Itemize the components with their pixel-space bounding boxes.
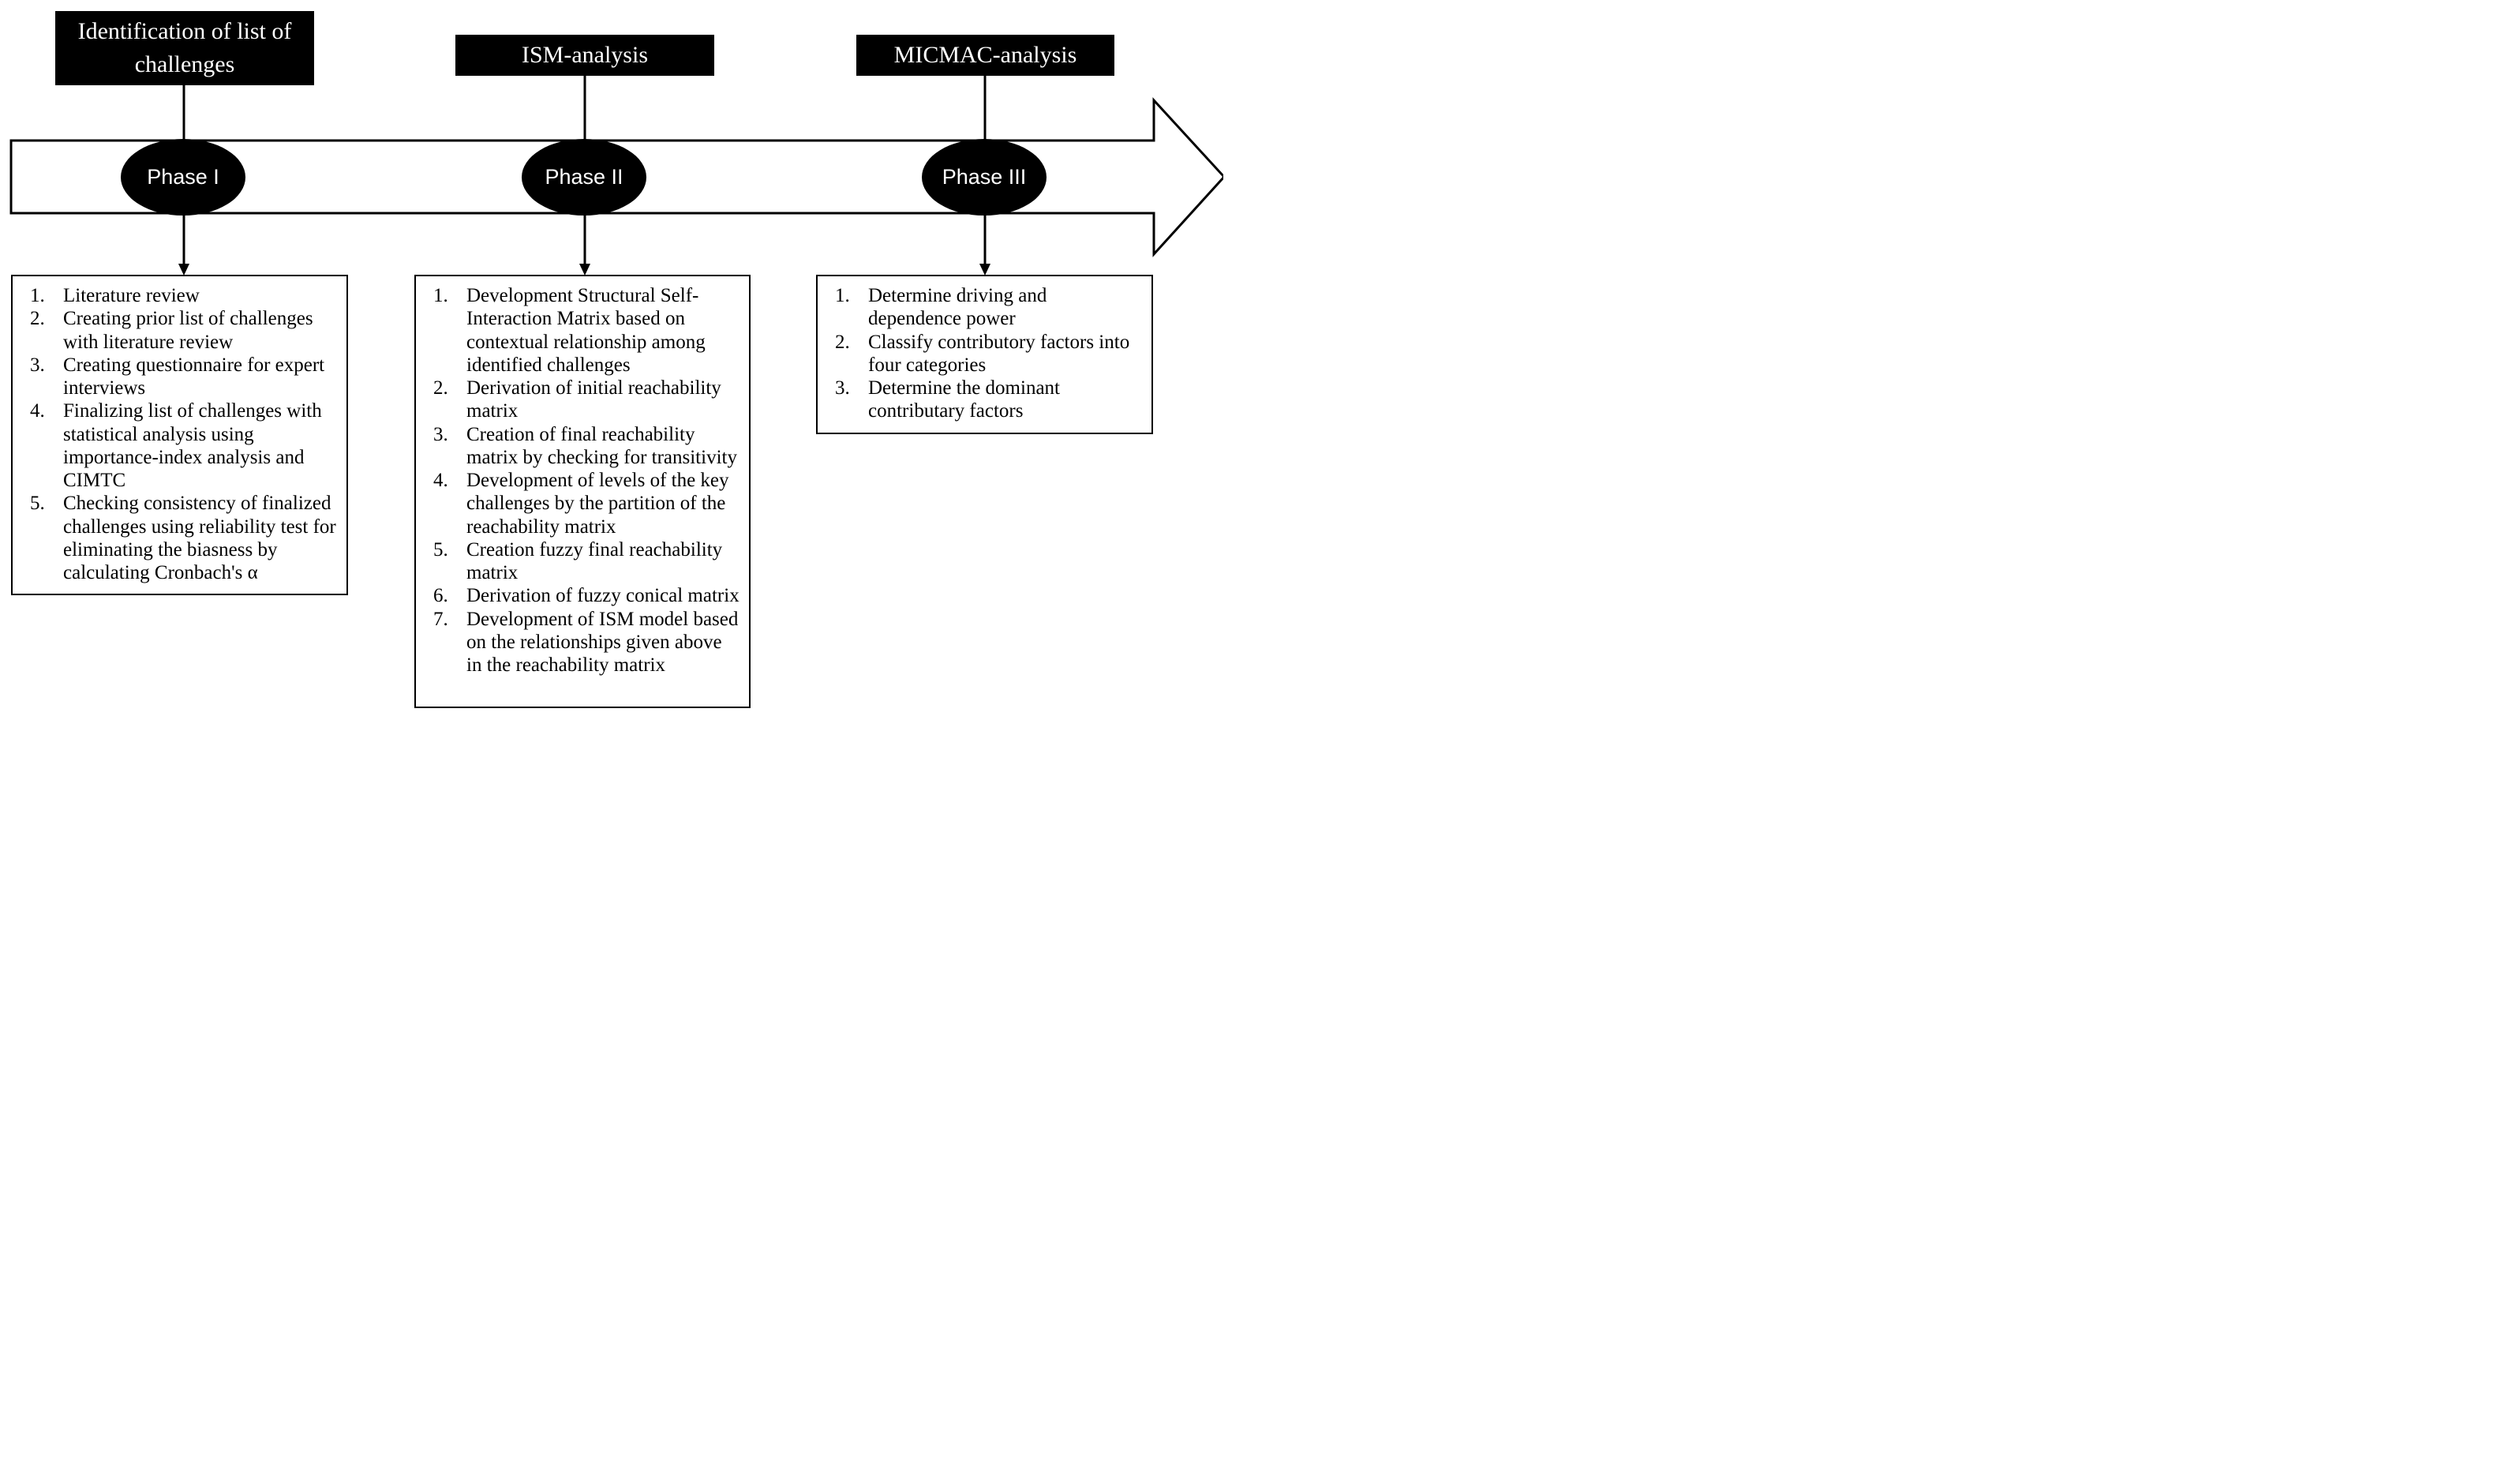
phase3-badge-label: Phase III [942,165,1027,189]
step-text: Literature review [63,285,200,306]
step-number: 1. [835,285,850,306]
step-text: Creating prior list of challenges with literature review [63,308,313,353]
list-item [17,492,342,584]
step-number: 4. [433,470,448,491]
step-number: 4. [30,400,45,422]
step-number: 1. [433,285,448,306]
step-text: Derivation of fuzzy conical matrix [466,585,740,607]
list-item [421,423,744,470]
list-item [421,377,744,423]
phase3-steps-panel [816,275,1153,434]
list-item [17,307,342,354]
phase2-title: ISM-analysis [522,42,648,68]
arrowhead-down-icon [178,264,189,276]
phase1-title-box [55,11,314,85]
phase1-title: Identification of list of challenges [77,18,292,77]
methodology-flow-diagram [0,0,1223,714]
list-item [421,284,744,377]
phase2-badge-label: Phase II [545,165,623,189]
phase1-badge-label: Phase I [147,165,219,189]
step-text: Finalizing list of challenges with statistical analysis using importance-index analysis and CIMTC [63,400,322,491]
arrowhead-down-icon [979,264,990,276]
step-text: Determine driving and dependence power [868,285,1047,330]
step-text: Classify contributory factors into four categories [868,331,1130,376]
phase3-title: MICMAC-analysis [893,42,1077,68]
step-text: Development of levels of the key challenges by the partition of the reachability matrix [466,470,729,538]
step-number: 5. [30,493,45,515]
phase3-badge [922,139,1047,216]
step-number: 2. [835,331,850,353]
phase2-title-box [455,35,714,76]
list-item [421,608,744,677]
step-number: 7. [433,608,448,630]
step-number: 1. [30,285,45,306]
step-text: Checking consistency of finalized challenges using reliability test for eliminating the biasness by calculating Cronbach's α [63,493,336,583]
phase3-title-box [856,35,1114,76]
step-text: Creation of final reachability matrix by checking for transitivity [466,423,737,468]
list-item [822,377,1147,423]
step-text: Derivation of initial reachability matrix [466,377,721,422]
list-item [421,469,744,538]
step-text: Determine the dominant contributary factors [868,377,1060,422]
step-text: Creating questionnaire for expert interviews [63,354,325,399]
list-item [822,331,1147,377]
list-item [17,284,342,307]
arrowhead-down-icon [579,264,590,276]
list-item [17,399,342,492]
phase1-badge [121,139,245,216]
step-text: Creation fuzzy final reachability matrix [466,538,723,583]
step-number: 2. [433,377,448,399]
list-item [822,284,1147,331]
step-number: 3. [30,354,45,376]
list-item [17,354,342,400]
list-item [421,538,744,585]
step-text: Development Structural Self-Interaction Matrix based on contextual relationship among identified challenges [466,285,706,376]
step-number: 2. [30,308,45,330]
list-item [421,584,744,607]
phase2-steps-panel [414,275,751,708]
step-number: 6. [433,585,448,607]
step-number: 3. [835,377,850,399]
step-text: Development of ISM model based on the relationships given above in the reachability matrix [466,608,739,676]
step-number: 5. [433,538,448,561]
phase2-badge [522,139,646,216]
step-number: 3. [433,423,448,445]
phase1-steps-panel [11,275,348,595]
